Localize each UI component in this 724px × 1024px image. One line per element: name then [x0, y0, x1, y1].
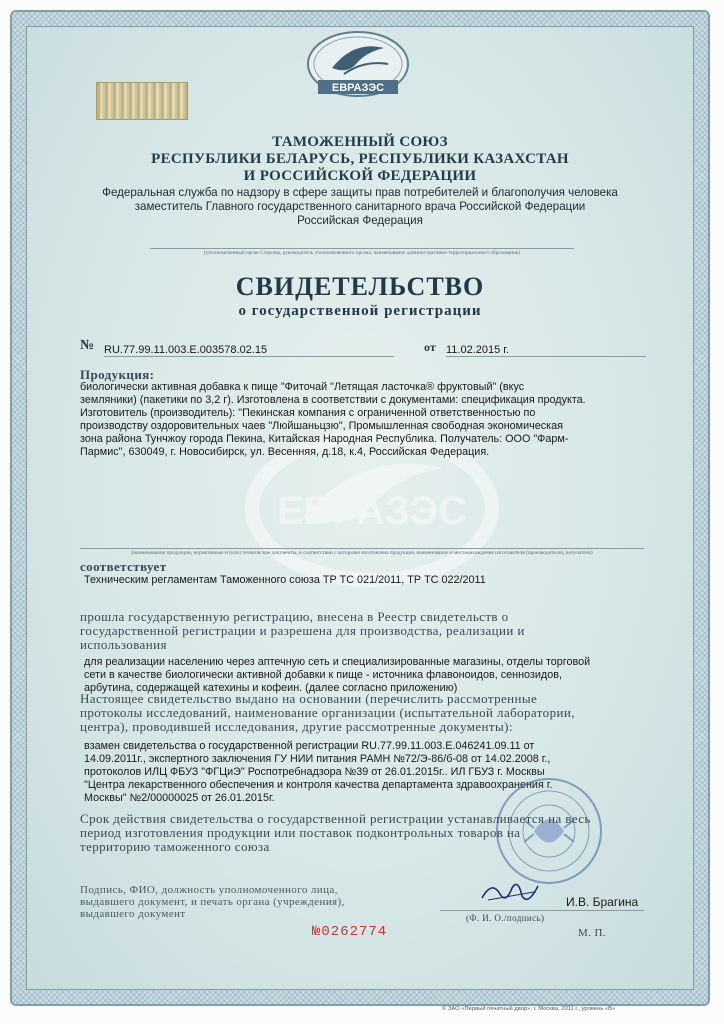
- product-line2: земляники) (пакетики по 3,2 г). Изготовлена в соответствии с документами: спецификация продукта.: [80, 394, 586, 406]
- number-label: №: [80, 338, 95, 353]
- signature-caption: (Ф. И. О./подпись): [466, 913, 545, 923]
- signature-label-line2: выдавшего документ, и печать органа (учреждения),: [80, 896, 345, 908]
- registration-line1: прошла государственную регистрацию, внесена в Реестр свидетельств о: [80, 609, 509, 624]
- basis-statement: [80, 692, 650, 734]
- basis-doc3: протоколов ИЛЦ ФБУЗ "ФГЦиЭ" Роспотребнадзора №39 от 26.01.2015г.. ИЛ ГБУЗ г. Москвы: [84, 766, 545, 778]
- serial-number: №0262774: [312, 924, 388, 940]
- evrazes-logo: [304, 30, 412, 102]
- registration-line3: использования: [80, 637, 167, 652]
- product-line1: биологически активная добавка к пище "Фиточай "Летящая ласточка® фруктовый" (вкус: [80, 381, 525, 393]
- validity-statement: [80, 812, 650, 854]
- product-label: Продукция:: [80, 367, 155, 382]
- certificate-date: 11.02.2015 г.: [446, 344, 646, 357]
- signatory-name: И.В. Брагина: [566, 895, 639, 909]
- basis-doc2: 14.09.2011г., экспертного заключения ГУ НИИ питания РАМН №72/Э-86/б-08 от 14.02.2008 г.,: [84, 753, 551, 765]
- basis-line1: Настоящее свидетельство выдано на основании (перечислить рассмотренные: [80, 691, 538, 706]
- registration-use: [84, 656, 660, 695]
- validity-line1: Срок действия свидетельства о государственной регистрации устанавливается на весь: [80, 811, 591, 826]
- printer-footer: © ЗАО «Первый печатный двор», г. Москва, 2011 г., уровень «В»: [442, 1006, 616, 1012]
- use-line2: сети в качестве биологически активной добавки к пище - источника флавоноидов, сеннозидов,: [84, 669, 562, 681]
- product-line3: Изготовитель (производитель): "Пекинская компания с ограниченной ответственностью по: [80, 407, 536, 419]
- basis-line2: протоколы исследований, наименование организации (испытательной лаборатории,: [80, 705, 575, 720]
- hologram-sticker: [96, 82, 188, 120]
- use-line1: для реализации населению через аптечную сеть и специализированные магазины, отделы торговой: [84, 656, 591, 668]
- agency-line2: заместитель Главного государственного санитарного врача Российской Федерации: [134, 200, 586, 213]
- watermark-text: ЕВРАЗЭС: [276, 489, 468, 533]
- use-line3: арбутина, содержащей катехины и кофеин. (далее согласно приложению): [84, 682, 458, 694]
- union-title-line3: И РОССИЙСКОЙ ФЕДЕРАЦИИ: [243, 168, 477, 184]
- product-line4: производству оздоровительных чаев "Люйшаньцзю", Промышленная свободная экономическая: [80, 420, 563, 432]
- signature-label: [80, 884, 345, 920]
- certificate-number: RU.77.99.11.003.E.003578.02.15: [104, 344, 394, 357]
- basis-doc5: Москвы" №2/00000025 от 26.01.2015г.: [84, 792, 275, 804]
- certificate-title: СВИДЕТЕЛЬСТВО: [235, 272, 485, 301]
- product-description: [80, 381, 660, 459]
- validity-line2: период изготовления продукции или поставок подконтрольных товаров на: [80, 825, 521, 840]
- date-label: от: [424, 340, 436, 354]
- registration-line2: государственной регистрации и разрешена для производства, реализации и: [80, 623, 525, 638]
- registration-statement: [80, 610, 650, 652]
- signature-label-line1: Подпись, ФИО, должность уполномоченного лица,: [80, 884, 338, 896]
- conformity-label: соответствует: [80, 559, 167, 574]
- basis-doc1: взамен свидетельства о государственной регистрации RU.77.99.11.003.Е.046241.09.11 от: [84, 740, 535, 752]
- mp-label: М. П.: [578, 927, 606, 939]
- handwritten-signature: [478, 878, 542, 908]
- certificate-subtitle: о государственной регистрации: [238, 303, 482, 319]
- signature-line: [440, 910, 644, 911]
- agency-caption: (уполномоченный орган Стороны, руководитель уполномоченного органа, наименование административно-территориального образования): [150, 248, 574, 256]
- basis-doc4: "Центра лекарственного обеспечения и контроля качества департамента здравоохранения г.: [84, 779, 553, 791]
- union-title-line1: ТАМОЖЕННЫЙ СОЮЗ: [272, 134, 448, 150]
- validity-line3: территорию таможенного союза: [80, 839, 270, 854]
- basis-line3: центра), проводившей исследования, другие рассмотренные документы):: [80, 719, 513, 734]
- product-caption: (наименование продукции, нормативные и (или) технические документы, в соответствии с которыми изготовлена продукция, наименование и местонахождение изготовителя (производителя), получателя): [80, 548, 644, 556]
- conformity-value: Техническим регламентам Таможенного союза ТР ТС 021/2011, ТР ТС 022/2011: [84, 574, 486, 586]
- agency-line1: Федеральная служба по надзору в сфере защиты прав потребителей и благополучия человека: [102, 186, 618, 199]
- product-line6: Пармис", 630049, г. Новосибирск, ул. Весенняя, д.18, к.4, Российская Федерация.: [80, 446, 490, 458]
- product-line5: зона района Тунчжоу города Пекина, Китайская Народная Республика. Получатель: ООО "Фарм-: [80, 433, 569, 445]
- agency-line3: Российская Федерация: [297, 214, 423, 227]
- logo-text: ЕВРАЗЭС: [331, 82, 385, 94]
- union-title-line2: РЕСПУБЛИКИ БЕЛАРУСЬ, РЕСПУБЛИКИ КАЗАХСТАН: [151, 151, 569, 167]
- signature-label-line3: выдавшего документ: [80, 908, 186, 920]
